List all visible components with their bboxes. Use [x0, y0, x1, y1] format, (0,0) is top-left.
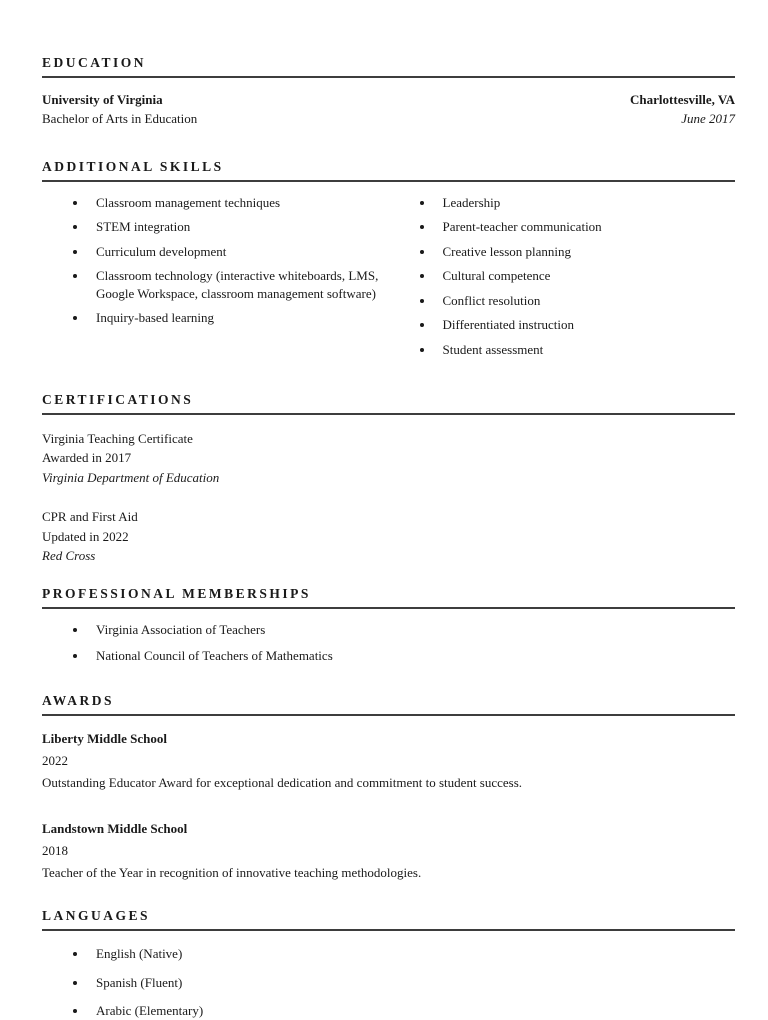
skill-item: • Classroom technology (interactive whiteboards, LMS, Google Workspace, classroom management software)	[88, 267, 389, 302]
award-organization: Liberty Middle School	[42, 730, 167, 746]
certification-entry	[42, 429, 735, 488]
language-item: • Arabic (Elementary)	[88, 1002, 735, 1020]
education-degree: Bachelor of Arts in Education	[42, 110, 198, 126]
award-entry	[42, 728, 735, 794]
skill-item: • Classroom management techniques	[88, 194, 389, 212]
memberships-list	[42, 621, 735, 665]
membership-item: • National Council of Teachers of Mathematics	[88, 647, 735, 665]
education-heading: EDUCATION	[42, 55, 735, 78]
certification-name: Virginia Teaching Certificate	[42, 430, 193, 446]
awards-list	[42, 728, 735, 885]
section-awards	[42, 693, 735, 885]
section-professional-memberships	[42, 586, 735, 665]
language-item: • Spanish (Fluent)	[88, 974, 735, 992]
education-entry	[42, 91, 735, 129]
membership-item: • Virginia Association of Teachers	[88, 621, 735, 639]
certification-name: CPR and First Aid	[42, 509, 138, 525]
skill-item: • Parent-teacher communication	[435, 218, 736, 236]
certifications-list	[42, 429, 735, 566]
award-description: Outstanding Educator Award for exceptional dedication and commitment to student success.	[42, 774, 523, 790]
skill-item: • Student assessment	[435, 341, 736, 359]
skill-item: • Conflict resolution	[435, 292, 736, 310]
section-languages	[42, 908, 735, 1020]
languages-heading: LANGUAGES	[42, 908, 735, 931]
awards-heading: AWARDS	[42, 693, 735, 716]
section-additional-skills	[42, 159, 735, 366]
language-item: • English (Native)	[88, 945, 735, 963]
skill-item: • Cultural competence	[435, 267, 736, 285]
certification-date: Awarded in 2017	[42, 450, 132, 466]
skills-right-column	[389, 194, 736, 366]
education-date: June 2017	[681, 110, 735, 126]
skill-item: • STEM integration	[88, 218, 389, 236]
skills-columns	[42, 194, 735, 366]
certification-entry	[42, 507, 735, 566]
skill-item: • Inquiry-based learning	[88, 309, 389, 327]
education-institution: University of Virginia	[42, 92, 163, 107]
additional-skills-heading: ADDITIONAL SKILLS	[42, 159, 735, 182]
section-certifications	[42, 392, 735, 566]
skill-item: • Leadership	[435, 194, 736, 212]
skills-left-column	[42, 194, 389, 366]
skill-item: • Differentiated instruction	[435, 316, 736, 334]
award-year: 2018	[42, 842, 68, 858]
certification-issuer: Virginia Department of Education	[42, 469, 220, 485]
award-entry	[42, 818, 735, 884]
skill-item: • Creative lesson planning	[435, 243, 736, 261]
award-year: 2022	[42, 752, 68, 768]
languages-list	[42, 945, 735, 1020]
skill-item: • Curriculum development	[88, 243, 389, 261]
certifications-heading: CERTIFICATIONS	[42, 392, 735, 415]
professional-memberships-heading: PROFESSIONAL MEMBERSHIPS	[42, 586, 735, 609]
certification-date: Updated in 2022	[42, 528, 129, 544]
certification-issuer: Red Cross	[42, 548, 96, 564]
award-organization: Landstown Middle School	[42, 820, 188, 836]
award-description: Teacher of the Year in recognition of innovative teaching methodologies.	[42, 865, 422, 881]
education-location: Charlottesville, VA	[630, 92, 735, 107]
section-education	[42, 55, 735, 129]
